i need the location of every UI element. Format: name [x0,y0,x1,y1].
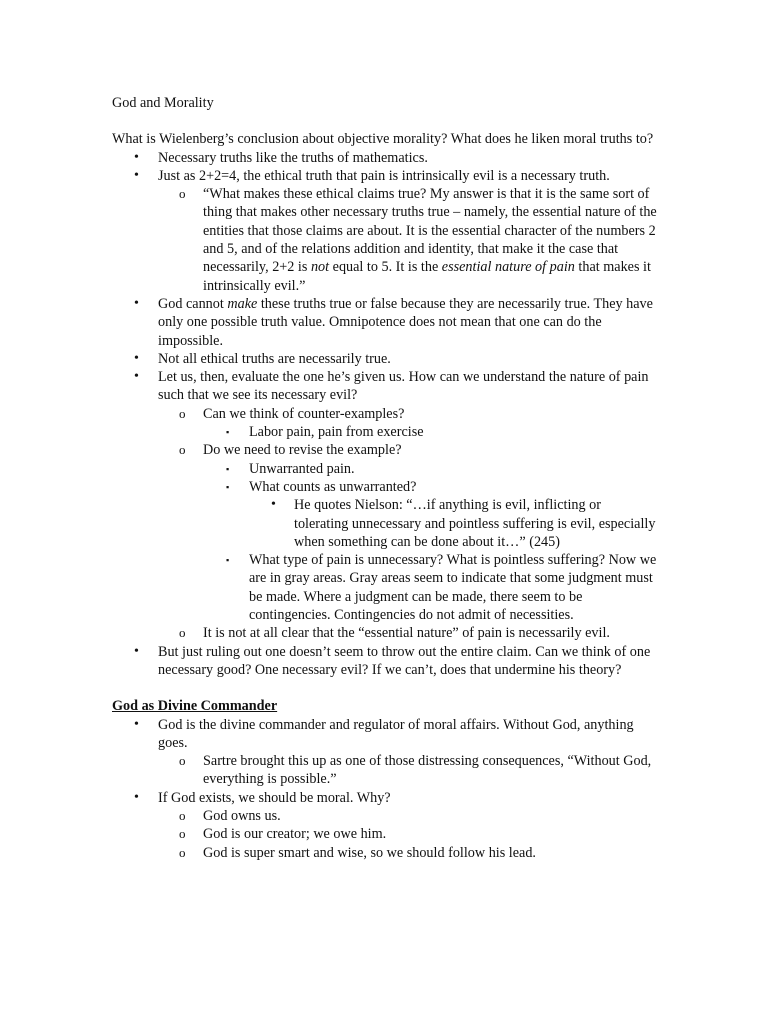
level4-list-item: • He quotes Nielson: “…if anything is evil, inflicting or tolerating unnecessary and pointless suffering is evil, especially when something can be done about it…” (245) [271,497,656,550]
sub-list-item: o It is not at all clear that the “essential nature” of pain is necessarily evil. [179,625,610,642]
square-marker: ▪ [226,463,230,474]
bullet-marker: • [134,350,139,366]
sub-list-item: o Can we think of counter-examples? [179,405,405,422]
emphasis-text: essential nature of pain [441,259,575,276]
circle-marker: o [179,807,186,823]
main-bullet-list [112,149,658,680]
square-marker: ▪ [226,481,230,492]
sub-list-item: o Do we need to revise the example? [179,442,402,459]
document-body [112,94,658,862]
section-heading: God as Divine Commander [112,698,278,715]
sub-sub-list-item: ▪ What counts as unwarranted? [226,478,417,495]
list-item: • Just as 2+2=4, the ethical truth that pain is intrinsically evil is a necessary truth. [134,167,610,184]
sub-list-item: o God owns us. [179,807,281,824]
list-item: • God is the divine commander and regulator of moral affairs. Without God, anything goes. [134,716,634,751]
list-item: • Necessary truths like the truths of mathematics. [134,149,428,166]
bullet-marker: • [134,643,139,659]
bullet-marker: • [134,789,139,805]
circle-marker: o [179,826,186,842]
bullet-marker: • [134,149,139,165]
sub-list-item: o God is super smart and wise, so we should follow his lead. [179,844,536,861]
bullet-marker: • [134,295,139,311]
circle-marker: o [179,186,186,202]
circle-marker: o [179,753,186,769]
list-item: • God cannot make these truths true or false because they are necessarily true. They have only one possible truth value. Omnipotence does not mean that one can do the impossible. [134,295,653,349]
second-bullet-list [112,716,658,862]
list-item: • But just ruling out one doesn’t seem to throw out the entire claim. Can we think of one necessary good? One necessary evil? If we can’t, does that undermine his theory? [134,643,651,678]
circle-marker: o [179,625,186,641]
list-item: • If God exists, we should be moral. Why? [134,789,391,806]
bullet-marker: • [134,167,139,183]
question-text: What is Wielenberg’s conclusion about objective morality? What does he liken moral truths to? [112,131,654,148]
circle-marker: o [179,844,186,860]
circle-marker: o [179,442,186,458]
document-title: God and Morality [112,95,214,111]
square-marker: ▪ [226,427,230,438]
sub-sub-list-item: ▪ Unwarranted pain. [226,460,355,477]
list-item: • Not all ethical truths are necessarily true. [134,350,391,367]
sub-sub-list-item: ▪ What type of pain is unnecessary? What is pointless suffering? Now we are in gray areas. Gray areas seem to indicate that some judgment must be made. Where a judgment can be made, there seem to be contingencies. Contingencies do not admit of necessities. [226,552,657,624]
bullet-marker: • [134,716,139,732]
quote-item: o “What makes these ethical claims true? My answer is that it is the same sort of thing that makes other necessary truths true – namely, the essential nature of the entities that those claims are about. It is the essential character of the numbers 2 and 5, and of the relations addition and identity, that make it the case that necessarily, 2+2 is not equal to 5. It is the essential nature of pain that makes it intrinsically evil.” [179,186,657,294]
emphasis-text: make [227,295,258,312]
sub-list-item: o Sartre brought this up as one of those distressing consequences, “Without God, everything is possible.” [179,753,652,788]
bullet-marker: • [134,369,139,385]
sub-sub-list-item: ▪ Labor pain, pain from exercise [226,424,424,441]
square-marker: ▪ [226,555,230,566]
circle-marker: o [179,405,186,421]
emphasis-text: not [310,259,330,276]
list-item: • Let us, then, evaluate the one he’s given us. How can we understand the nature of pain such that we see its necessary evil? [134,369,649,404]
sub-list-item: o God is our creator; we owe him. [179,826,387,843]
bullet-marker: • [271,497,276,513]
